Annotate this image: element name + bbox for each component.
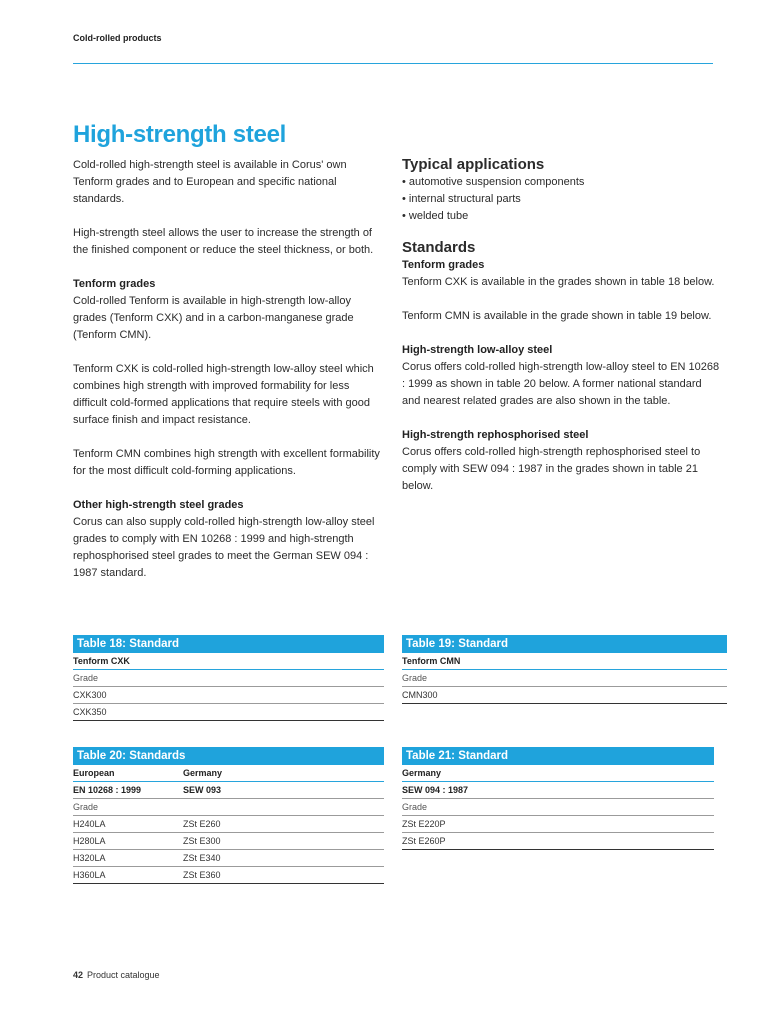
applications-list — [402, 174, 722, 225]
hsla-paragraph: Corus offers cold-rolled high-strength low-alloy steel to EN 10268 : 1999 as shown in table 20 below. A former national standard and nearest related grades are also shown in the table. — [402, 361, 720, 407]
grade-label: Grade — [73, 799, 384, 816]
list-item: • welded tube — [402, 208, 722, 225]
table-cell: ZSt E300 — [183, 833, 384, 850]
applications-heading: Typical applications — [402, 156, 545, 173]
grade-label: Grade — [402, 799, 714, 816]
table-cell: CXK350 — [73, 704, 384, 721]
standard-cell: SEW 093 — [183, 782, 384, 799]
table-title: Table 20: Standards — [73, 747, 384, 765]
table-cell: ZSt E260P — [402, 833, 714, 850]
grade-label: Grade — [402, 670, 727, 687]
cxk-paragraph: Tenform CXK is cold-rolled high-strength low-alloy steel which combines high strength with improved formability for less difficult cold-formed applications that require steels with good surface finish and impact resistance. — [73, 363, 374, 426]
table-cell: H240LA — [73, 816, 183, 833]
cmn-paragraph: Tenform CMN combines high strength with excellent formability for the most difficult cold-forming applications. — [73, 448, 380, 477]
table-header-cell: Tenform CXK — [73, 653, 384, 670]
table-cell: CXK300 — [73, 687, 384, 704]
tenform-grades-subheading: Tenform grades — [402, 259, 485, 271]
grade-label: Grade — [73, 670, 384, 687]
cxk-standard-paragraph: Tenform CXK is available in the grades shown in table 18 below. — [402, 276, 715, 288]
page-footer — [73, 970, 160, 980]
table-19 — [402, 635, 727, 704]
table-title: Table 21: Standard — [402, 747, 714, 765]
standard-cell: EN 10268 : 1999 — [73, 782, 183, 799]
header-rule — [73, 63, 713, 64]
table-header-cell: Tenform CMN — [402, 653, 727, 670]
table-title: Table 18: Standard — [73, 635, 384, 653]
table-18 — [73, 635, 384, 721]
running-header: Cold-rolled products — [73, 33, 162, 43]
table-cell: ZSt E220P — [402, 816, 714, 833]
right-column — [402, 155, 722, 512]
rephos-heading: High-strength rephosphorised steel — [402, 429, 589, 441]
table-20 — [73, 747, 384, 884]
footer-label: Product catalogue — [87, 970, 160, 980]
table-cell: ZSt E260 — [183, 816, 384, 833]
standard-cell: SEW 094 : 1987 — [402, 782, 714, 799]
rephos-paragraph: Corus offers cold-rolled high-strength rephosphorised steel to comply with SEW 094 : 1987 in the grades shown in table 21 below. — [402, 446, 701, 492]
other-grades-paragraph: Corus can also supply cold-rolled high-strength low-alloy steel grades to comply with EN 10268 : 1999 and high-strength rephosphorised steel grades to meet the German SEW 094 : 1987 standard. — [73, 516, 375, 579]
other-grades-heading: Other high-strength steel grades — [73, 499, 244, 511]
standards-heading: Standards — [402, 239, 476, 256]
intro-paragraph: Cold-rolled high-strength steel is available in Corus' own Tenform grades and to European and specific national standards. — [73, 159, 347, 205]
table-header-cell: Germany — [402, 765, 714, 782]
cmn-standard-paragraph: Tenform CMN is available in the grade shown in table 19 below. — [402, 310, 712, 322]
hsla-heading: High-strength low-alloy steel — [402, 344, 553, 356]
list-item: • automotive suspension components — [402, 174, 722, 191]
tenform-paragraph: Cold-rolled Tenform is available in high-strength low-alloy grades (Tenform CXK) and in a carbon-manganese grade (Tenform CMN). — [73, 295, 354, 341]
table-cell: H360LA — [73, 867, 183, 884]
page-number: 42 — [73, 970, 84, 980]
table-21 — [402, 747, 714, 850]
table-header-cell: Germany — [183, 765, 384, 782]
left-column — [73, 157, 383, 599]
list-item: • internal structural parts — [402, 191, 722, 208]
table-cell: H280LA — [73, 833, 183, 850]
page-title: High-strength steel — [73, 121, 286, 148]
table-cell: CMN300 — [402, 687, 727, 704]
tenform-heading: Tenform grades — [73, 278, 156, 290]
table-cell: ZSt E360 — [183, 867, 384, 884]
table-title: Table 19: Standard — [402, 635, 727, 653]
benefit-paragraph: High-strength steel allows the user to increase the strength of the finished component or reduce the steel thickness, or both. — [73, 227, 374, 256]
table-header-cell: European — [73, 765, 183, 782]
table-cell: ZSt E340 — [183, 850, 384, 867]
table-cell: H320LA — [73, 850, 183, 867]
